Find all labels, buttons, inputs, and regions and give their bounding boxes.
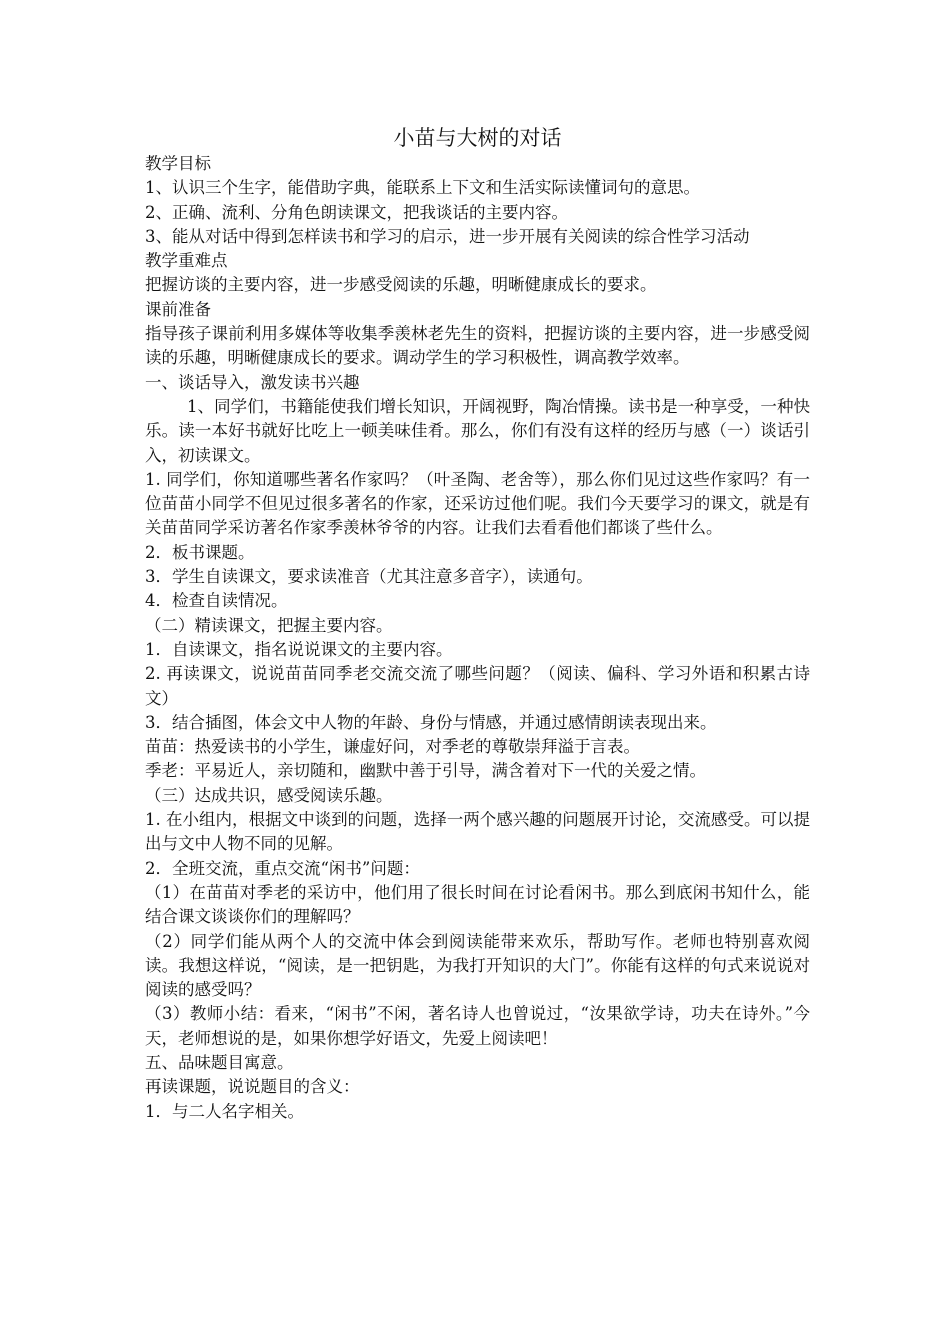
paragraph: 1．与二人名字相关。 — [145, 1101, 304, 1121]
paragraph: 2. 再读课文，说说苗苗同季老交流交流了哪些问题？（阅读、偏科、学习外语和积累古诗文） — [145, 664, 810, 708]
paragraph: 4．检查自读情况。 — [145, 591, 288, 611]
section-heading: （三）达成共识，感受阅读乐趣。 — [145, 785, 393, 805]
paragraph: 3．学生自读课文，要求读准音（尤其注意多音字），读通句。 — [145, 567, 593, 587]
paragraph: （3）教师小结：看来，“闲书”不闲，著名诗人也曾说过，“汝果欲学诗，功夫在诗外。”今天，老师想说的是，如果你想学好语文，先爱上阅读吧！ — [145, 1004, 810, 1048]
paragraph: 苗苗：热爱读书的小学生，谦虚好问，对季老的尊敬崇拜溢于言表。 — [145, 737, 640, 757]
paragraph: 3、能从对话中得到怎样读书和学习的启示，进一步开展有关阅读的综合性学习活动 — [145, 226, 750, 246]
paragraph: 季老：平易近人，亲切随和，幽默中善于引导，满含着对下一代的关爱之情。 — [145, 761, 706, 781]
paragraph: 2．全班交流，重点交流“闲书”问题： — [145, 858, 420, 878]
section-heading: 五、品味题目寓意。 — [145, 1052, 294, 1072]
paragraph: 指导孩子课前利用多媒体等收集季羡林老先生的资料，把握访谈的主要内容，进一步感受阅读的乐趣，明晰健康成长的要求。调动学生的学习积极性，调高教学效率。 — [145, 324, 810, 368]
paragraph: （2）同学们能从两个人的交流中体会到阅读能带来欢乐，帮助写作。老师也特别喜欢阅读。我想这样说，“阅读，是一把钥匙，为我打开知识的大门”。你能有这样的句式来说说对阅读的感受吗？ — [145, 931, 810, 1000]
paragraph: 2．板书课题。 — [145, 542, 255, 562]
paragraph: 把握访谈的主要内容，进一步感受阅读的乐趣，明晰健康成长的要求。 — [145, 275, 657, 295]
paragraph: 2、正确、流利、分角色朗读课文，把我谈话的主要内容。 — [145, 202, 568, 222]
paragraph: （1）在苗苗对季老的采访中，他们用了很长时间在讨论看闲书。那么到底闲书知什么，能结合课文谈谈你们的理解吗？ — [145, 882, 810, 927]
paragraph: 1、认识三个生字，能借助字典，能联系上下文和生活实际读懂词句的意思。 — [145, 178, 700, 198]
paragraph: 再读课题，说说题目的含义： — [145, 1077, 360, 1097]
section-heading: （二）精读课文，把握主要内容。 — [145, 615, 393, 635]
paragraph: 3．结合插图，体会文中人物的年龄、身份与情感，并通过感情朗读表现出来。 — [145, 712, 717, 732]
paragraph: 1、同学们，书籍能使我们增长知识，开阔视野，陶冶情操。读书是一种享受，一种快乐。读一本好书就好比吃上一顿美味佳肴。那么，你们有没有这样的经历与感（一）谈话引入，初读课文。 — [145, 396, 810, 465]
section-heading: 教学重难点 — [145, 251, 228, 271]
section-heading: 教学目标 — [145, 154, 211, 173]
document-page — [145, 124, 810, 1124]
paragraph: 1. 在小组内，根据文中谈到的问题，选择一两个感兴趣的问题展开讨论，交流感受。可以提出与文中人物不同的见解。 — [145, 810, 810, 854]
document-title: 小苗与大树的对话 — [393, 126, 562, 150]
section-heading: 一、谈话导入，激发读书兴趣 — [145, 372, 360, 392]
section-heading: 课前准备 — [145, 299, 211, 319]
paragraph: 1．自读课文，指名说说课文的主要内容。 — [145, 639, 453, 659]
paragraph: 1. 同学们，你知道哪些著名作家吗？（叶圣陶、老舍等），那么你们见过这些作家吗？有一位苗苗小同学不但见过很多著名的作家，还采访过他们呢。我们今天要学习的课文，就是有关苗苗同学采访著名作家季羡林爷爷的内容。让我们去看看他们都谈了些什么。 — [145, 469, 810, 538]
